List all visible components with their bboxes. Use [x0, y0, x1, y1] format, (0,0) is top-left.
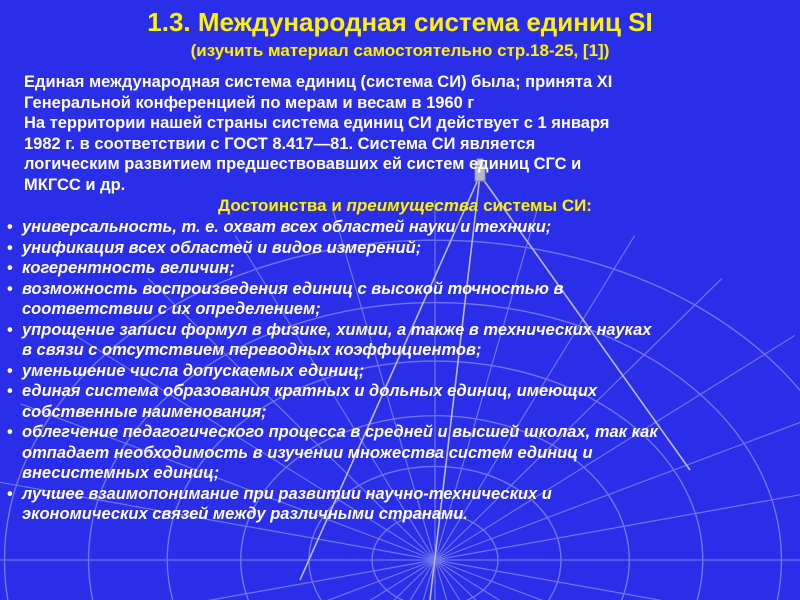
intro-paragraph: [0, 72, 790, 195]
dish-spoke: [435, 560, 635, 600]
intro-line: логическим развитием предшествовавших ей систем единиц СГС и: [24, 155, 582, 173]
advantage-item: [0, 361, 790, 382]
advantages-heading-part1: Достоинства и: [218, 196, 347, 215]
bullet-icon: •: [7, 279, 13, 298]
advantage-item: [0, 320, 790, 361]
intro-line: 1982 г. в соответствии с ГОСТ 8.417—81. Система СИ является: [24, 134, 536, 153]
advantage-line: лучшее взаимопонимание при развитии научно-технических и: [22, 484, 552, 503]
advantage-line: уменьшение числа допускаемых единиц;: [22, 361, 365, 380]
advantage-line: возможность воспроизведения единиц с высокой точностью в: [22, 279, 564, 298]
bullet-icon: •: [7, 361, 13, 380]
dish-spoke: [0, 560, 435, 600]
advantage-item: [0, 217, 790, 238]
advantages-list: [0, 217, 790, 525]
bullet-icon: •: [7, 423, 13, 441]
advantage-line: соответствии с их определением;: [22, 300, 321, 318]
advantages-heading: [20, 195, 790, 217]
advantage-line: единая система образования кратных и дольных единиц, имеющих: [22, 382, 598, 400]
advantages-heading-part2: преимущества: [346, 196, 479, 215]
bullet-icon: •: [7, 259, 13, 277]
slide-title: 1.3. Международная система единиц SI: [147, 7, 653, 37]
slide-content: [0, 72, 790, 525]
advantage-line: отпадает необходимость в изучении множества систем единиц и: [22, 443, 593, 462]
advantage-line: унификация всех областей и видов измерений;: [22, 238, 422, 257]
slide-subtitle: (изучить материал самостоятельно стр.18-25, [1]): [190, 41, 610, 60]
advantage-line: собственные наименования;: [22, 402, 267, 421]
bullet-icon: •: [7, 238, 13, 257]
bullet-icon: •: [7, 382, 13, 400]
advantage-item: [0, 484, 790, 525]
intro-line: На территории нашей страны система единиц СИ действует с 1 января: [24, 114, 610, 132]
intro-line: МКГСС и др.: [24, 175, 126, 194]
advantage-item: [0, 381, 790, 422]
dish-spoke: [235, 560, 435, 600]
advantage-line: облегчение педагогического процесса в средней и высшей школах, так как: [22, 423, 658, 441]
advantage-line: универсальность, т. е. охват всех областей науки и техники;: [22, 218, 552, 236]
advantage-item: [0, 258, 790, 279]
intro-line: Генеральной конференцией по мерам и весам в 1960 г: [24, 93, 475, 112]
advantage-line: когерентность величин;: [22, 259, 235, 277]
bullet-icon: •: [7, 484, 13, 503]
bullet-icon: •: [7, 218, 13, 236]
advantage-line: экономических связей между различными странами.: [22, 505, 468, 523]
bullet-icon: •: [7, 320, 13, 339]
intro-line: Единая международная система единиц (система СИ) была; принята XI: [24, 73, 613, 91]
advantage-item: [0, 238, 790, 259]
advantage-item: [0, 279, 790, 320]
advantage-item: [0, 422, 790, 484]
advantage-line: в связи с отсутствием переводных коэффициентов;: [22, 341, 482, 359]
advantage-line: упрощение записи формул в физике, химии, а также в технических науках: [22, 320, 652, 339]
advantage-line: внесистемных единиц;: [22, 464, 220, 482]
advantages-heading-part3: системы СИ:: [478, 196, 592, 215]
